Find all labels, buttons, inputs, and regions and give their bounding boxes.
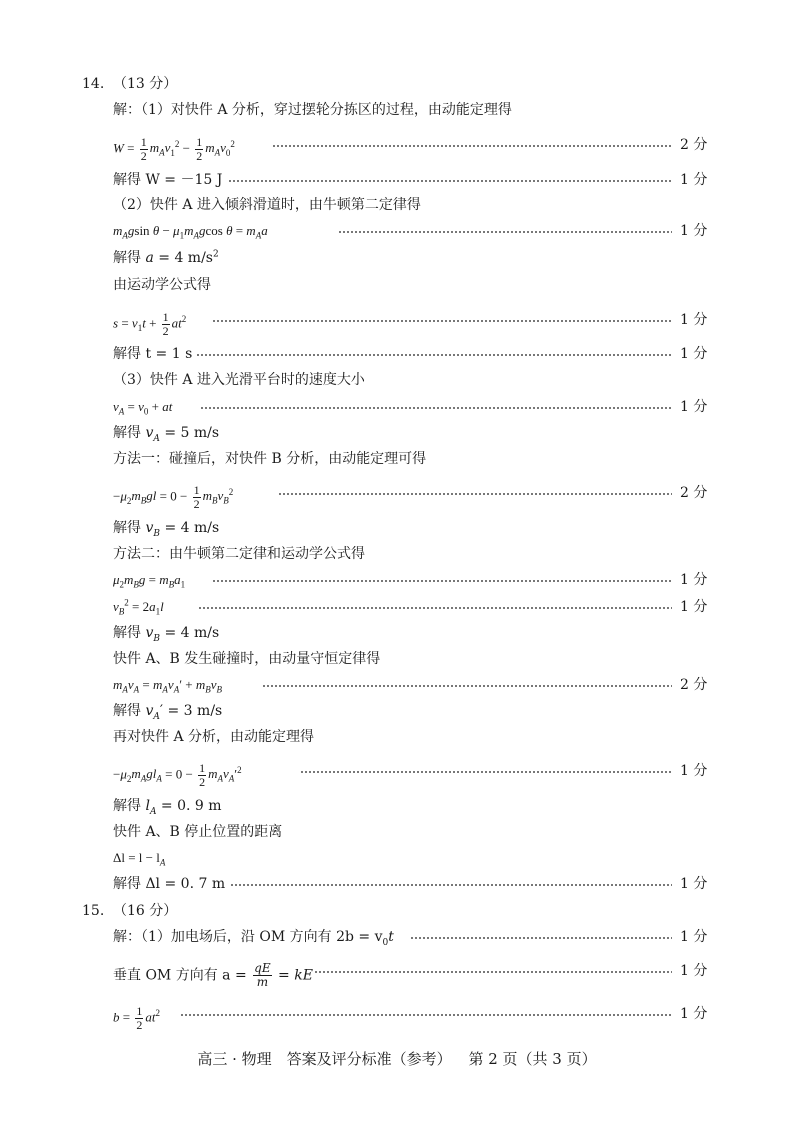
leader-dots (228, 180, 672, 182)
leader-dots (180, 1014, 672, 1016)
leader-dots (198, 607, 672, 609)
equation: $v_B^2 = 2a_1l$ (113, 597, 164, 617)
equation: $\Delta l = l - l_A$ (113, 850, 166, 868)
score: 2 分 (680, 485, 708, 501)
equation: $m_Av_A = m_Av_A' + m_Bv_B$ (113, 677, 223, 695)
leader-dots (338, 231, 672, 233)
leader-dots (278, 493, 672, 495)
leader-dots (410, 937, 672, 939)
page-footer (0, 1048, 794, 1069)
solution-text: 垂直 OM 方向有 a = (113, 967, 247, 984)
equation: $m_Agsin$ $\theta - \mu_1m_Agcos$ $\theta = m_Aa$ (113, 223, 268, 241)
leader-dots (230, 884, 672, 886)
score: 1 分 (680, 1006, 708, 1022)
question-number: 14. (82, 76, 105, 92)
equation: $s = v_1t$ + $\frac{1}{2}$ $at^2$ (113, 310, 187, 338)
solution-text: （2）快件 A 进入倾斜滑道时，由牛顿第二定律得 (113, 197, 421, 213)
equation: 解：（1）加电场后，沿 OM 方向有 $2b = v_0t$ (113, 929, 394, 948)
question-points: （13 分） (113, 76, 178, 92)
equation: $\mu_2m_Bg = m_Ba_1$ (113, 572, 186, 590)
leader-dots (212, 580, 672, 582)
score: 1 分 (680, 763, 708, 779)
leader-dots (262, 685, 672, 687)
score: 1 分 (680, 876, 708, 892)
leader-dots (300, 771, 672, 773)
question-points: （16 分） (113, 903, 178, 919)
solution-text: 解：（1）对快件 A 分析，穿过摆轮分拣区的过程，由动能定理得 (113, 102, 512, 118)
solution-text: 由运动学公式得 (113, 277, 211, 293)
equation-text: Δl = l − l (113, 850, 160, 865)
solution-text: 快件 A、B 发生碰撞时，由动量守恒定律得 (113, 651, 381, 667)
score: 1 分 (680, 312, 708, 328)
equation: $-\mu_2m_Bgl = 0$ − $\frac{1}{2}$ $m_Bv_B^2$ (113, 483, 234, 511)
score: 1 分 (680, 929, 708, 945)
equation: 解得 $v_A = 5$ m/s (113, 425, 220, 444)
solution-text: 解得 W = －15 J (113, 172, 223, 188)
leader-dots (196, 354, 672, 356)
score: 2 分 (680, 677, 708, 693)
equation: 解得 $v_B = 4$ m/s (113, 625, 220, 644)
equation: $-\mu_2m_Agl_A = 0$ − $\frac{1}{2}$ $m_Av_A'^2$ (113, 761, 242, 789)
score: 1 分 (680, 172, 708, 188)
score: 1 分 (680, 599, 708, 615)
solution-text: 方法二：由牛顿第二定律和运动学公式得 (113, 546, 365, 562)
question-number: 15. (82, 903, 105, 919)
equation: W = $\frac{1}{2}$ $m_Av_1^2$ − $\frac{1}{2}$ $m_Av_0^2$ (113, 135, 235, 163)
equation: $v_A = v_0$ + at (113, 399, 173, 417)
score: 1 分 (680, 399, 708, 415)
score: 2 分 (680, 137, 708, 153)
solution-text: 解得 Δl = 0. 7 m (113, 876, 226, 892)
solution-text: 快件 A、B 停止位置的距离 (113, 824, 283, 840)
score: 1 分 (680, 572, 708, 588)
leader-dots (212, 320, 672, 322)
leader-dots (200, 407, 672, 409)
equation: 解得 $v_B = 4$ m/s (113, 520, 220, 539)
score: 1 分 (680, 963, 708, 979)
solution-text: （3）快件 A 进入光滑平台时的速度大小 (113, 372, 365, 388)
footer-title: 高三 · 物理 答案及评分标准（参考） (197, 1050, 452, 1068)
score: 1 分 (680, 346, 708, 362)
equation: 解得 $v_A' = 3$ m/s (113, 703, 223, 722)
equation: 垂直 OM 方向有 a = $\frac{qE}{m}$ = kE (113, 961, 313, 989)
equation: 解得 $l_A = 0$. 9 m (113, 798, 222, 817)
solution-text: 解得 t = 1 s (113, 346, 193, 362)
equation: b = $\frac{1}{2}$ $at^2$ (113, 1004, 160, 1032)
score: 1 分 (680, 223, 708, 239)
leader-dots (272, 145, 672, 147)
solution-text: 方法一：碰撞后，对快件 B 分析，由动能定理可得 (113, 451, 427, 467)
solution-text: 再对快件 A 分析，由动能定理得 (113, 729, 315, 745)
equation: 解得 a = 4 $m/s^2$ (113, 249, 219, 266)
footer-page-number: 第 2 页（共 3 页） (468, 1050, 597, 1068)
leader-dots (314, 971, 672, 973)
solution-text: 解：（1）加电场后，沿 OM 方向有 2b = v (113, 929, 383, 945)
